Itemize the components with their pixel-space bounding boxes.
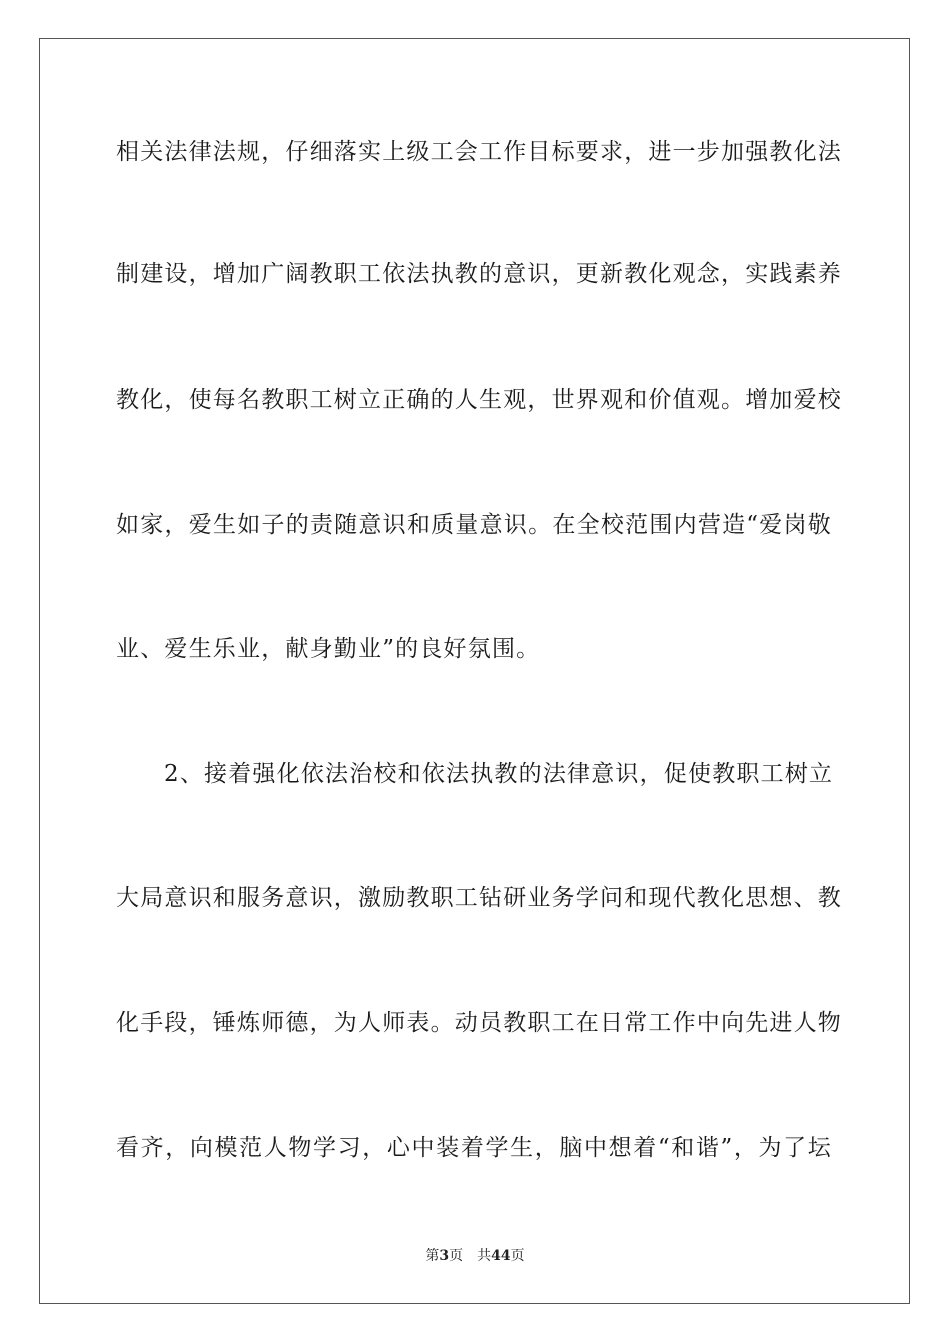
footer-page-prefix: 第 (425, 1248, 440, 1264)
footer-total-suffix: 页 (510, 1248, 525, 1264)
text-line-6-indented: 2、接着强化依法治校和依法执教的法律意识，促使教职工树立 (164, 761, 834, 787)
text-line-3: 教化，使每名教职工树立正确的人生观，世界观和价值观。增加爱校 (116, 387, 842, 413)
text-line-4: 如家，爱生如子的责随意识和质量意识。在全校范围内营造“爱岗敬 (116, 512, 832, 538)
text-line-7: 大局意识和服务意识，激励教职工钻研业务学问和现代教化思想、教 (116, 885, 842, 911)
text-line-5: 业、爱生乐业，献身勤业”的良好氛围。 (116, 636, 541, 662)
text-line-9: 看齐，向模范人物学习，心中装着学生，脑中想着“和谐”，为了坛 (116, 1135, 832, 1161)
footer-total-pages: 44 (491, 1248, 511, 1264)
text-line-1: 相关法律法规，仔细落实上级工会工作目标要求，进一步加强教化法 (116, 139, 842, 165)
text-line-2: 制建设，增加广阔教职工依法执教的意识，更新教化观念，实践素养 (116, 261, 842, 287)
footer-page-number: 3 (439, 1248, 450, 1264)
footer-page-suffix: 页 (449, 1248, 464, 1264)
page-footer (0, 1247, 950, 1265)
page-border (39, 38, 910, 1304)
text-line-8: 化手段，锤炼师德，为人师表。动员教职工在日常工作中向先进人物 (116, 1010, 842, 1036)
footer-total-prefix: 共 (477, 1248, 492, 1264)
